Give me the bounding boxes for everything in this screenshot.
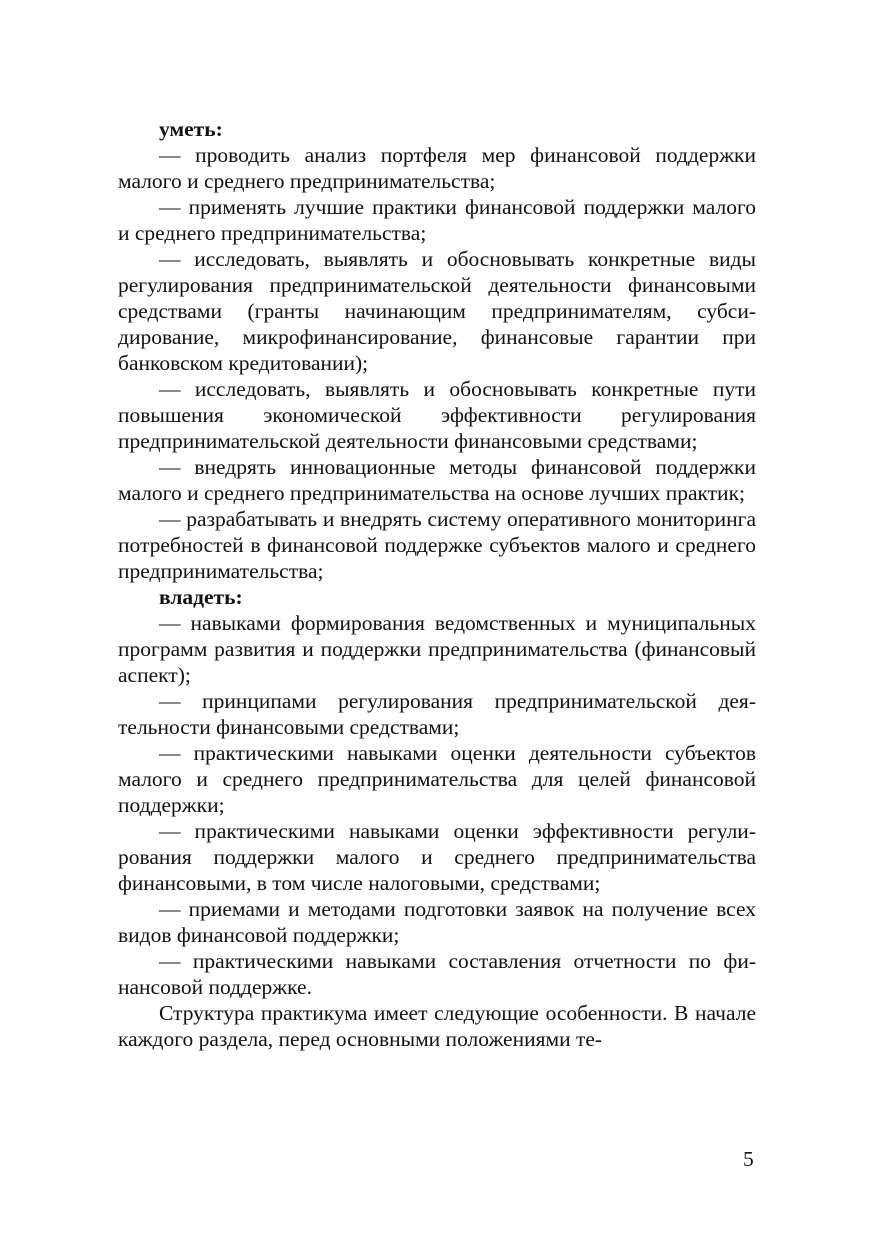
list-item: — исследовать, выявлять и обосновывать конкретные пути повышения экономической эффективности регулирования предпринимательской деятельности финансовыми средствами; [118,377,756,453]
list-item: — исследовать, выявлять и обосновывать конкретные виды регулирования предпринимательской деятельности финансовыми средствами (гранты начинающим предпринимателям, субсидирование, микрофинансирование, финансовые гарантии при банковском кредитовании); [118,247,756,375]
list-item: — практическими навыками оценки деятельности субъектов малого и среднего предпринимательства для целей финансовой поддержки; [118,741,756,817]
page-number: 5 [743,1147,754,1171]
list-item: — применять лучшие практики финансовой поддержки малого и среднего предпринимательства; [118,195,756,245]
list-item: — внедрять инновационные методы финансовой поддержки малого и среднего предпринимательства на основе лучших практик; [118,455,756,505]
list-item: — практическими навыками оценки эффективности регулирования поддержки малого и среднего предпринимательства финансовыми, в том числе налоговыми, средствами; [118,819,756,895]
list-item: — принципами регулирования предпринимательской деятельности финансовыми средствами; [118,689,756,739]
list-item: — разрабатывать и внедрять систему оперативного мониторинга потребностей в финансовой поддержке субъектов малого и среднего предпринимательства; [118,507,756,583]
list-item: — приемами и методами подготовки заявок на получение всех видов финансовой поддержки; [118,897,756,947]
list-item: — проводить анализ портфеля мер финансовой поддержки малого и среднего предпринимательства; [118,143,756,193]
section-heading: уметь: [159,117,223,141]
body-text [118,116,756,1052]
body-paragraph: Структура практикума имеет следующие особенности. В начале каждого раздела, перед основными положениями те- [118,1001,756,1051]
list-item: — практическими навыками составления отчетности по финансовой поддержке. [118,949,756,999]
list-item: — навыками формирования ведомственных и муниципальных программ развития и поддержки предпринимательства (финансовый аспект); [118,611,756,687]
section-heading: владеть: [159,585,243,609]
